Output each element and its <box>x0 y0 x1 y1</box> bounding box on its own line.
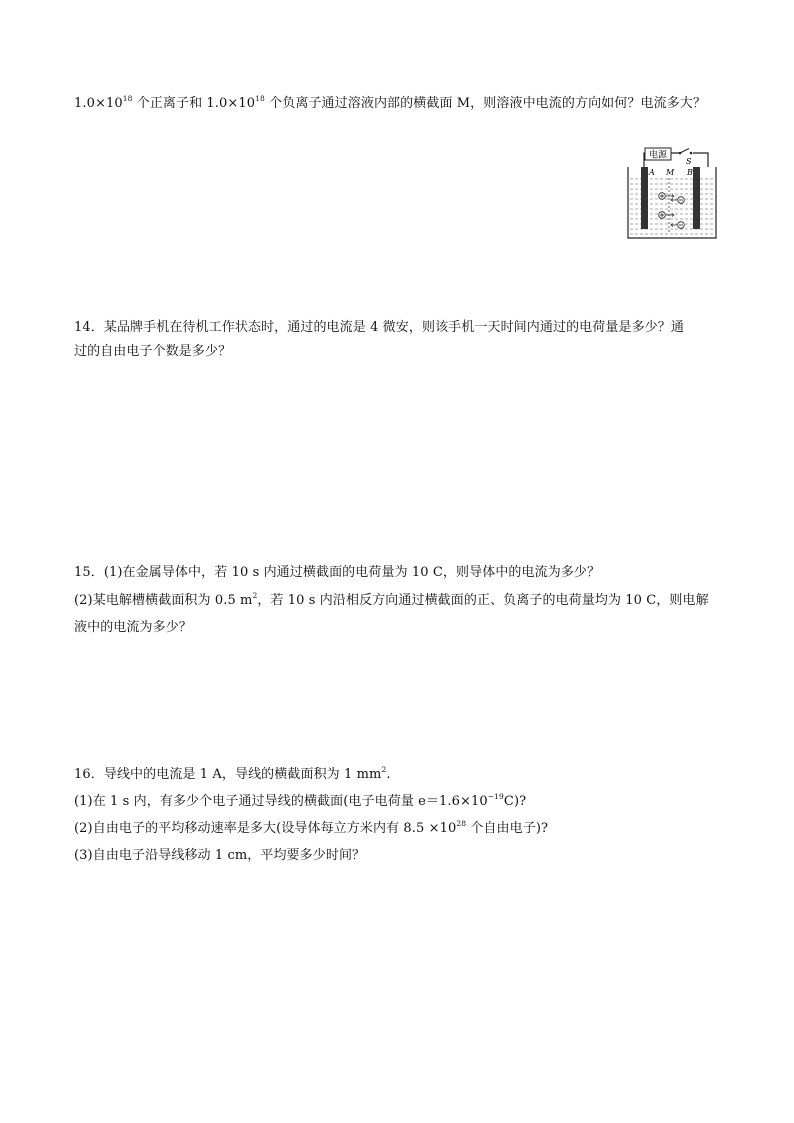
q16-line3-text-b: 个自由电子)? <box>466 821 549 836</box>
electrolysis-diagram <box>625 145 719 241</box>
q16-line2-exponent: −19 <box>487 792 504 801</box>
question-16-line-3 <box>74 819 548 839</box>
q16-line1-exponent: 2 <box>381 765 387 774</box>
q13-exponent-b: 18 <box>255 94 265 103</box>
q13-text-c: 个负离子通过溶液内部的横截面 M，则溶液中电流的方向如何？电流多大？ <box>264 96 706 111</box>
question-16-line-4: (3)自由电子沿导线移动 1 cm，平均要多少时间？ <box>74 848 366 863</box>
q16-line3-text-a: (2)自由电子的平均移动速率是多大(设导体每立方米内有 8.5 ×10 <box>74 821 457 836</box>
electrode-b-label: B <box>687 168 693 177</box>
q16-line3-exponent: 28 <box>456 819 467 828</box>
q16-line2-text-a: (1)在 1 s 内，有多少个电子通过导线的横截面(电子电荷量 e＝1.6×10 <box>74 794 488 809</box>
q15-line2-exponent: 2 <box>252 591 258 600</box>
question-15-line-2 <box>74 591 709 611</box>
question-16-line-2 <box>74 792 526 812</box>
q16-line1-text-b: . <box>386 767 391 782</box>
electrolysis-figure <box>625 145 719 241</box>
electrode-a-label: A <box>649 168 655 177</box>
q15-line2-text-b: ，若 10 s 内沿相反方向通过横截面的正、负离子的电荷量均为 10 C，则电解 <box>257 593 709 608</box>
question-16-line-1 <box>74 765 391 785</box>
q15-line2-text-a: (2)某电解槽横截面积为 0.5 m <box>74 593 253 608</box>
question-13-text <box>74 94 706 114</box>
q13-text-b: 个正离子和 1.0×10 <box>132 96 256 111</box>
question-15-line-3: 液中的电流为多少？ <box>74 620 192 635</box>
q13-exponent-a: 18 <box>122 94 133 103</box>
cross-section-m-label: M <box>666 168 675 177</box>
question-14-line-2: 过的自由电子个数是多少？ <box>74 344 232 359</box>
q16-line2-text-b: C)? <box>503 794 527 809</box>
q16-line1-text-a: 16．导线中的电流是 1 A，导线的横截面积为 1 mm <box>74 767 382 782</box>
question-14-line-1: 14．某品牌手机在待机工作状态时，通过的电流是 4 微安，则该手机一天时间内通过的电荷量是多少？通 <box>74 320 684 335</box>
switch-label: S <box>686 157 692 166</box>
question-15-line-1: 15．(1)在金属导体中，若 10 s 内通过横截面的电荷量为 10 C，则导体中的电流为多少？ <box>74 565 601 580</box>
q13-text-a: 1.0×10 <box>74 96 123 111</box>
power-label: 电源 <box>648 150 668 161</box>
